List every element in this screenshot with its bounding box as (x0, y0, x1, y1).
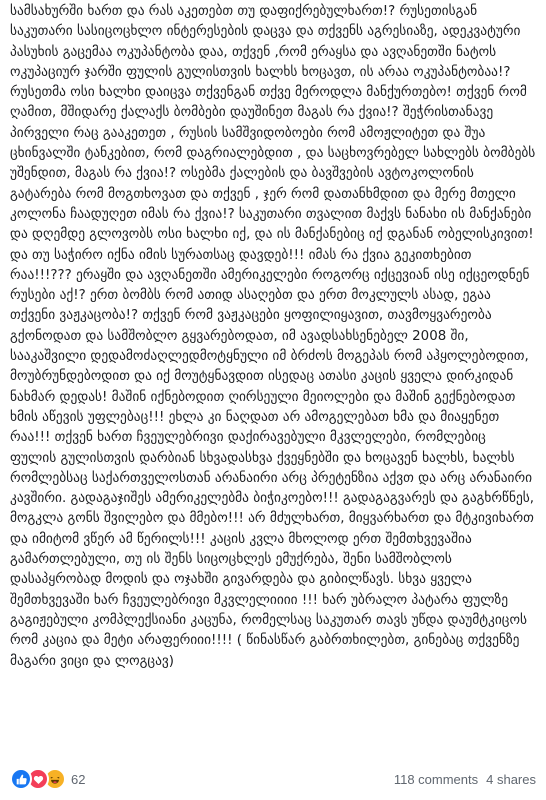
comments-count-link[interactable]: 118 comments (393, 771, 479, 787)
reaction-count[interactable]: 62 (71, 771, 86, 787)
post-footer (10, 766, 536, 792)
post-text: სამსახურში ხართ და რას აკეთებთ თუ დაფიქრებულხართ!? რუსეთისგან საკუთარი სასიცოცხლო ინტერესების დაცვა და თქვენს აგრესიაზე, ადეკვატური პასუხის გაცემაა ოკუპანტობა დაა, თქვენ ,რომ ერაყსა და ავღანეთში ნატოს ოკუპაციურ ჯარში ფულის გულისთვის ხალხს ხოცავთ, ის არაა ოკუპანტობაა!? რუსეთმა ოსი ხალხი დაიცვა თქვენგან თქვე მეროდლა მანქურთებო! თქვენ რომ ღამით, მშიდარე ქალაქს ბომბები დაუშინეთ მაგას რა ქვია!? შეჭრისთანავე პირველი რაც გააკეთეთ , რუსის სამშვიდობოები რომ ამოჟლიტეთ და შუა ცხინვალში ტანკებით, რომ დაგრიალებდით , და საცხოვრებელ სახლებს ბომბებს უშენდით, მაგას რა ქვია!? ოსებმა ქალების და ბავშვების ავტოკოლონის გატარება რომ მოგთხოვათ და თქვენ , ჯერ რომ დათანხმდით და მერე მთელი კოლონა ჩაადუღეთ იმას რა ქვია!? საკუთარი თვალით მაქვს ნანახი ის მანქანები და დღემდე გლოვობს ოსი ხალხი იქ, და ის მანქანებიც იქ დგანან ობელისკივით! და თუ საჭირო იქნა იმის სურათსაც დავდებ!!! იმას რა ქვია გეკითხებით რაა!!!??? ერაყში და ავღანეთში ამერიკელები როგორც იქცევიან ისე იქცეოდნენ რუსები აქ!? ერთ ბომბს რომ ათიდ ასაღებთ და ერთ მოკლულს ასად, ეგაა თქვენი ვაჟკაცობა!? თქვენ რომ ვაჟკაცები ყოფილიყავით, თავმოყვარეობა გქონოდათ და სამშობლო გყვარებოდათ, იმ ავადსახსენებელ 2008 ში, სააკაშვილი დედამოძაღლედმოტყნული იმ ბრძოს მოგეპას რომ აჰყოლებოდით, მოუბრუნდებოდით და იქ მოუტყნავდით ისედაც ათასი კაცის ყველა დირკიდან ნახმარ დედას! მაშინ იქნებოდით ღირსეული მეიოლები და მაშინ გექნებოდათ ხმის აწევის უფლებაც!!! ეხლა კი ნაღდათ არ ამოგელებათ ხმა და მიაყენეთ რაა!!! თქვენ ხართ ჩვეულებრივი დაქირავებული მკვლელები, რომლებიც ფულის გულისთვის დარბიან სხვადასხვა ქვეყნებში და ხოცავენ ხალხს, ხალხს რომლებსაც საქართველოსთან არანაირი არც პრეტენზია აქვთ და არც არანაირი კავშირი. გადაგაჯიშეს ამერიკელებმა ბიჭიკოებო!!! გადაგაგვარეს და გაგხრწნეს, მოგკლა გონს შვილებო და მმებო!!! არ მძულხართ, მიყვარხართ და მტკივიხართ და იმიტომ ვწერ ამ წერილს!!! კაცის კვლა მხოლოდ ერთ შემთხვევაშია გამართლებული, თუ ის შენს სიცოცხლეს ემუქრება, შენი სამშობლოს დასაპყრობად მოდის და ოჯახში გივარდება და გიბილწავს. სხვა ყველა შემთხვევაში ხარ ჩვეულებრივი მკვლელიიიი !!! ხარ უბრალო პატარა ფულზე გაგიჟებული კომპლექსიანი კაცუნა, რომელსაც საკუთარ თავს უწდა დაუმტკიცოს რომ კაცია და მეტი არაფერიიი!!!! ( წინასწარ გაბრთხილებთ, გინებაც თქვენზე მაგარი ვიცი და ლოგცავ) (10, 4, 536, 669)
post-stats (394, 772, 536, 787)
reactions-summary[interactable] (10, 768, 85, 790)
like-icon (10, 768, 32, 790)
shares-count-link[interactable]: 4 shares (486, 771, 536, 787)
reaction-icons (10, 768, 61, 790)
